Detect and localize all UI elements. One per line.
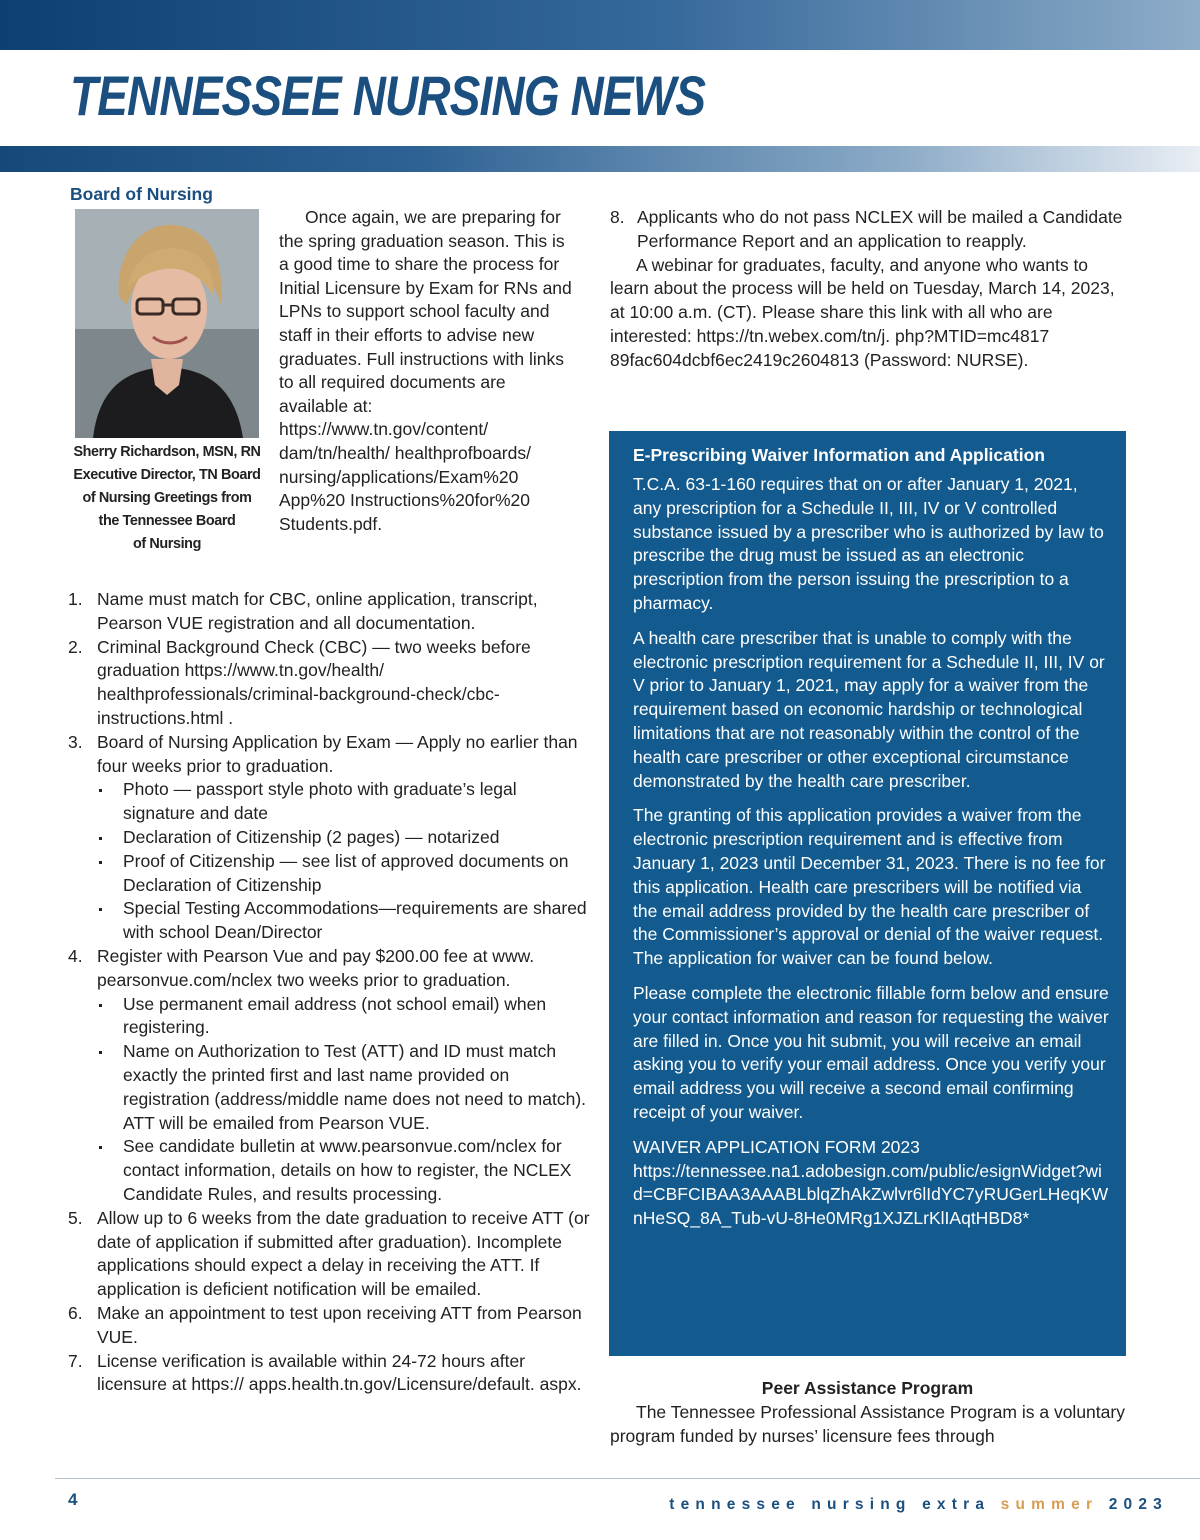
webinar-text: A webinar for graduates, faculty, and anyone who wants to learn about the process will be held on Tuesday, March 14, 2023, at 10:00 a.m. (CT). Please share this link with all who are interested: https://tn.webex.com/tn/j. php?MTID=mc4817 89fac604dcbf6ec2419c2604813 (Password: NURSE). — [610, 254, 1115, 370]
portrait-illustration — [75, 209, 259, 438]
footer-season: summer — [1000, 1496, 1099, 1513]
sub-list-item: Declaration of Citizenship (2 pages) — notarized — [97, 826, 593, 850]
page-number: 4 — [68, 1490, 78, 1509]
list-number: 2. — [68, 636, 83, 657]
list-number: 3. — [68, 731, 83, 752]
info-box-paragraph: A health care prescriber that is unable to comply with the electronic prescription requirement for a Schedule II, III, IV or V prior to January 1, 2021, may apply for a waiver from the requirement based on economic hardship or technological limitations that are not reasonably within the control of the health care prescriber or other exceptional circumstance demonstrated by the health care prescriber. — [633, 627, 1105, 791]
sub-list-item: See candidate bulletin at www.pearsonvue.com/nclex for contact information, details on how to register, the NCLEX Candidate Rules, and results processing. — [97, 1135, 593, 1206]
footer-publication: tennessee nursing extra — [669, 1496, 991, 1513]
info-box-title: E-Prescribing Waiver Information and Application — [633, 445, 1045, 465]
list-number: 7. — [68, 1350, 83, 1371]
list-item — [68, 636, 593, 731]
footer-publication-line — [669, 1496, 1168, 1514]
list-item — [68, 1207, 593, 1302]
info-box-paragraph: T.C.A. 63-1-160 requires that on or after January 1, 2021, any prescription for a Schedule II, III, IV or V controlled substance issued by a prescriber who is authorized by law to prescribe the drug must be issued as an electronic prescription from the person issuing the prescription to a pharmacy. — [633, 474, 1104, 613]
caption-line: of Nursing Greetings from — [82, 490, 252, 506]
list-item-text: Criminal Background Check (CBC) — two weeks before graduation https://www.tn.gov/health/ healthprofessionals/criminal-background-check/cbc-instructions.html . — [97, 636, 531, 728]
licensure-steps-list — [68, 588, 593, 1397]
list-item-text: Applicants who do not pass NCLEX will be mailed a Candidate Performance Report and an application to reapply. — [637, 207, 1123, 251]
footer-divider — [55, 1478, 1200, 1479]
list-item-text: License verification is available within 24-72 hours after licensure at https:// apps.health.tn.gov/Licensure/default. aspx. — [97, 1350, 582, 1395]
peer-program-paragraph — [610, 1400, 1125, 1448]
section-label: Board of Nursing — [70, 184, 213, 204]
right-column-top — [610, 206, 1130, 373]
sub-list-item: Photo — passport style photo with graduate’s legal signature and date — [97, 778, 593, 826]
intro-paragraph — [279, 206, 579, 536]
list-number: 6. — [68, 1302, 83, 1323]
info-box-paragraph: Please complete the electronic fillable form below and ensure your contact information and reason for requesting the waiver are filled in. Once you hit submit, you will receive an email asking you to verify your email address. Once you verify your email address you will receive a second email confirming receipt of your waiver. — [633, 982, 1109, 1122]
peer-program-heading: Peer Assistance Program — [761, 1378, 974, 1398]
top-color-band — [0, 0, 1200, 50]
sub-list — [97, 993, 593, 1207]
list-item — [68, 588, 593, 636]
list-item — [68, 1350, 593, 1398]
list-item-text: Board of Nursing Application by Exam — Apply no earlier than four weeks prior to graduation. — [97, 731, 578, 776]
caption-line: of Nursing — [133, 536, 201, 552]
intro-text: Once again, we are preparing for the spring graduation season. This is a good time to share the process for Initial Licensure by Exam for RNs and LPNs to support school faculty and staff in their efforts to advise new graduates. Full instructions with links to all required documents are available at: https://www.tn.gov/content/ dam/tn/health/ healthprofboards/ nursing/applications/Exam%20 App%20 Instructions%20for%20 Students.pdf. — [279, 207, 572, 534]
waiver-form-link[interactable]: https://tennessee.na1.adobesign.com/public/esignWidget?wid=CBFCIBAA3AAABLblqZhAkZwlvr6lIdYC7yRUGerLHeqKWnHeSQ_8A_Tub-vU-8He0MRg1XJZLrKlIAqtHBD8* — [633, 1160, 1109, 1229]
list-number: 8. — [610, 207, 625, 227]
sub-list-item: Special Testing Accommodations—requirements are shared with school Dean/Director — [97, 897, 593, 945]
list-number: 5. — [68, 1207, 83, 1228]
list-item-text: Make an appointment to test upon receiving ATT from Pearson VUE. — [97, 1302, 582, 1347]
waiver-form-block — [633, 1136, 1110, 1231]
list-item-text: Name must match for CBC, online application, transcript, Pearson VUE registration and all documentation. — [97, 589, 538, 633]
peer-program-text: The Tennessee Professional Assistance Program is a voluntary program funded by nurses’ licensure fees through — [610, 1402, 1125, 1446]
waiver-form-label: WAIVER APPLICATION FORM 2023 — [633, 1136, 920, 1157]
list-number: 4. — [68, 945, 83, 966]
masthead-title: TENNESSEE NURSING NEWS — [70, 64, 706, 127]
portrait-photo — [75, 209, 259, 438]
e-prescribing-info-box — [609, 431, 1126, 1356]
list-item — [68, 731, 593, 945]
sub-list-item: Use permanent email address (not school email) when registering. — [97, 993, 593, 1041]
sub-list — [97, 778, 593, 945]
list-item-text: Allow up to 6 weeks from the date graduation to receive ATT (or date of application if submitted after graduation). Incomplete applications should expect a delay in receiving the ATT. If application is deficient notification will be emailed. — [97, 1207, 590, 1300]
list-item — [610, 206, 1130, 254]
list-item — [68, 945, 593, 1207]
sub-list-item: Proof of Citizenship — see list of approved documents on Declaration of Citizenship — [97, 850, 593, 898]
header-stripe — [0, 146, 1200, 172]
footer-year: 2023 — [1108, 1496, 1168, 1513]
list-item-text: Register with Pearson Vue and pay $200.00 fee at www. pearsonvue.com/nclex two weeks prior to graduation. — [97, 945, 535, 990]
photo-caption — [62, 441, 272, 556]
caption-line: Executive Director, TN Board — [73, 467, 261, 483]
caption-line: Sherry Richardson, MSN, RN — [73, 444, 261, 460]
list-number: 1. — [68, 589, 83, 609]
sub-list-item: Name on Authorization to Test (ATT) and ID must match exactly the printed first and last name provided on registration (address/middle name does not need to match). ATT will be emailed from Pearson VUE. — [97, 1040, 593, 1135]
webinar-paragraph — [610, 254, 1130, 373]
caption-line: the Tennessee Board — [98, 513, 236, 529]
list-item — [68, 1302, 593, 1350]
info-box-paragraph: The granting of this application provides a waiver from the electronic prescription requirement and is effective from January 1, 2023 until December 31, 2023. There is no fee for this application. Health care prescribers will be notified via the email address provided by the health care prescriber of the Commissioner’s approval or denial of the waiver request. The application for waiver can be found below. — [633, 805, 1106, 969]
